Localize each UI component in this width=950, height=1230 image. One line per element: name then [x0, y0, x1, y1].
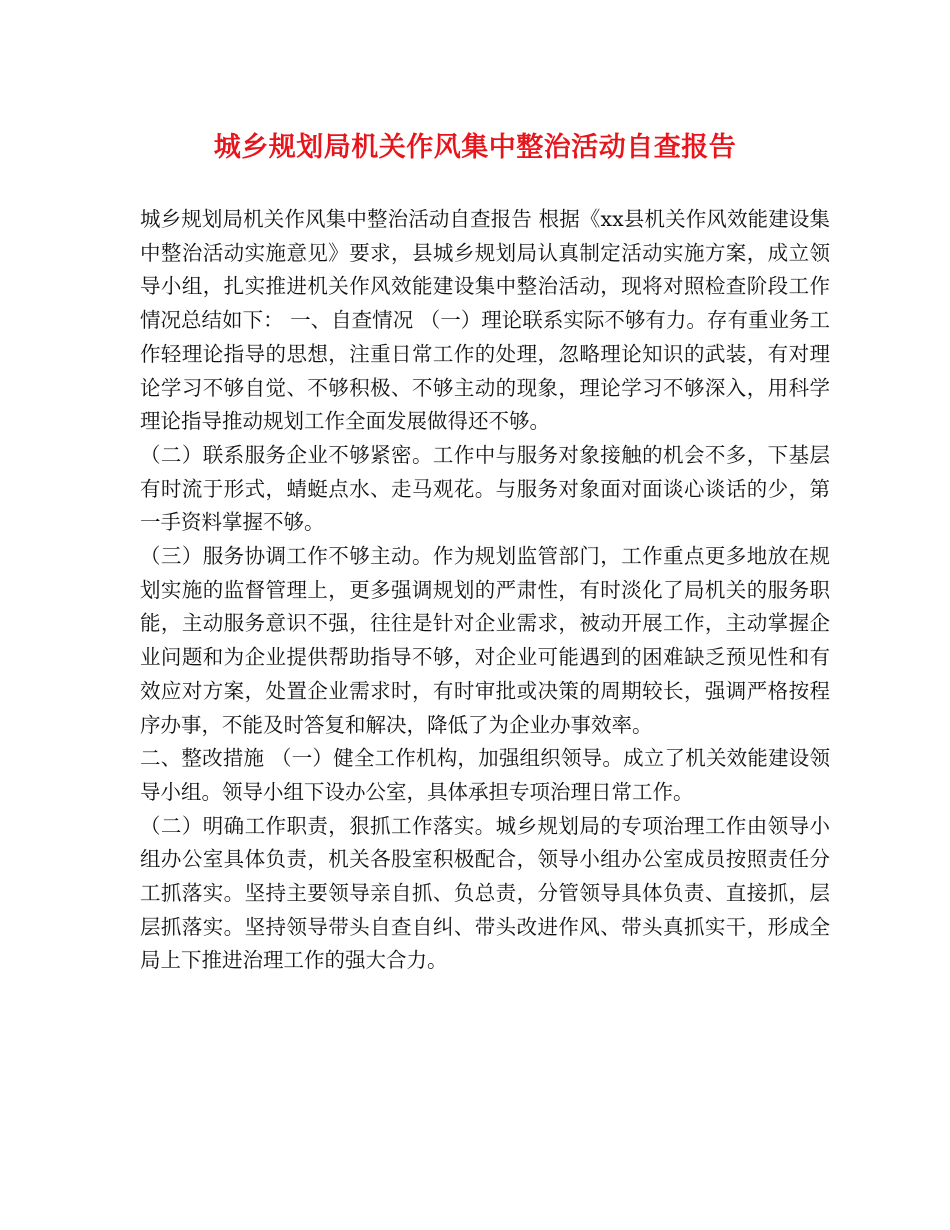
- document-title: 城乡规划局机关作风集中整治活动自查报告: [213, 132, 737, 163]
- paragraph-service-coordination: （三）服务协调工作不够主动。作为规划监管部门，工作重点更多地放在规划实施的监督管理上，更多强调规划的严肃性，有时淡化了局机关的服务职能，主动服务意识不强，往往是针对企业需求，被动开展工作，主动掌握企业问题和为企业提供帮助指导不够，对企业可能遇到的困难缺乏预见性和有效应对方案，处置企业需求时，有时审批或决策的周期较长，强调严格按程序办事，不能及时答复和解决，降低了为企业办事效率。: [140, 544, 830, 737]
- paragraph-responsibilities: （二）明确工作职责，狠抓工作落实。城乡规划局的专项治理工作由领导小组办公室具体负责，机关各股室积极配合，领导小组办公室成员按照责任分工抓落实。坚持主要领导亲自抓、负总责，分管领导具体负责、直接抓，层层抓落实。坚持领导带头自查自纠、带头改进作风、带头真抓实干，形成全局上下推进治理工作的强大合力。: [140, 813, 830, 973]
- paragraph-enterprise-service: （二）联系服务企业不够紧密。工作中与服务对象接触的机会不多，下基层有时流于形式，蜻蜓点水、走马观花。与服务对象面对面谈心谈话的少，第一手资料掌握不够。: [140, 442, 830, 535]
- paragraph-rectification-measures: 二、整改措施 （一）健全工作机构，加强组织领导。成立了机关效能建设领导小组。领导小组下设办公室，具体承担专项治理日常工作。: [140, 746, 830, 804]
- document-body: [140, 203, 830, 978]
- paragraph-self-check-intro: 城乡规划局机关作风集中整治活动自查报告 根据《xx县机关作风效能建设集中整治活动实施意见》要求，县城乡规划局认真制定活动实施方案，成立领导小组，扎实推进机关作风效能建设集中整治活动，现将对照检查阶段工作情况总结如下： 一、自查情况 （一）理论联系实际不够有力。存有重业务工作轻理论指导的思想，注重日常工作的处理，忽略理论知识的武装，有对理论学习不够自觉、不够积极、不够主动的现象，理论学习不够深入，用科学理论指导推动规划工作全面发展做得还不够。: [140, 207, 830, 434]
